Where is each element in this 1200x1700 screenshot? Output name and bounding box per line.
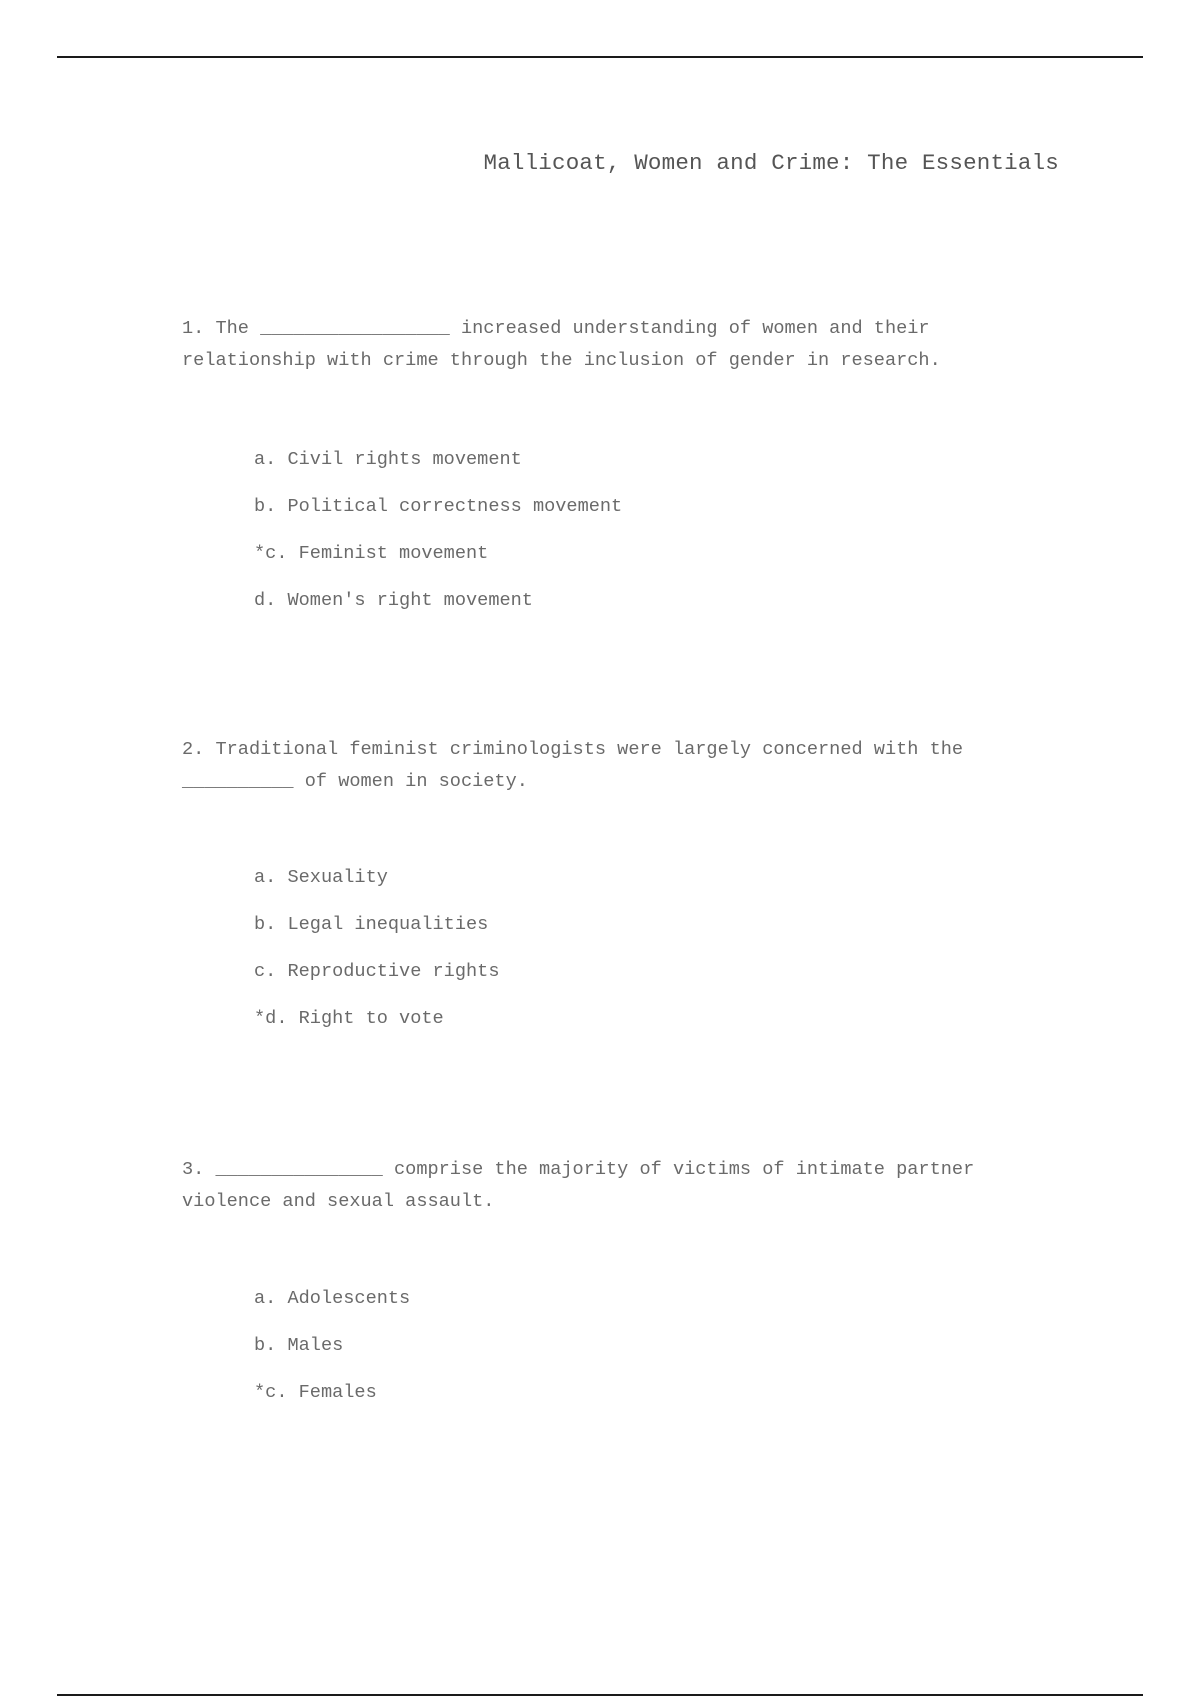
answer-option: a. Civil rights movement (254, 449, 522, 470)
question-stem-line: violence and sexual assault. (182, 1191, 495, 1212)
bottom-rule (57, 1694, 1143, 1696)
question-stem-line: 1. The _________________ increased understanding of women and their (182, 318, 930, 339)
answer-option: *c. Females (254, 1382, 377, 1403)
answer-option: a. Sexuality (254, 867, 388, 888)
answer-option: b. Political correctness movement (254, 496, 623, 517)
answer-option: a. Adolescents (254, 1288, 411, 1309)
answer-option: d. Women's right movement (254, 590, 533, 611)
question-2 (182, 734, 1062, 1029)
question-stem-line: 2. Traditional feminist criminologists were largely concerned with the (182, 739, 964, 760)
document-title: Mallicoat, Women and Crime: The Essentials (483, 150, 1059, 176)
answer-option: b. Legal inequalities (254, 914, 489, 935)
question-3 (182, 1154, 1062, 1403)
answer-option: *d. Right to vote (254, 1008, 444, 1029)
answer-options (254, 448, 622, 636)
question-stem-line: 3. _______________ comprise the majority of victims of intimate partner (182, 1159, 975, 1180)
top-rule (57, 56, 1143, 58)
answer-option: *c. Feminist movement (254, 543, 489, 564)
question-stem-line: relationship with crime through the inclusion of gender in research. (182, 350, 941, 371)
question-stem-line: __________ of women in society. (182, 771, 528, 792)
answer-options (254, 1287, 410, 1428)
answer-option: b. Males (254, 1335, 344, 1356)
answer-options (254, 866, 499, 1054)
answer-option: c. Reproductive rights (254, 961, 500, 982)
question-1 (182, 313, 1062, 611)
